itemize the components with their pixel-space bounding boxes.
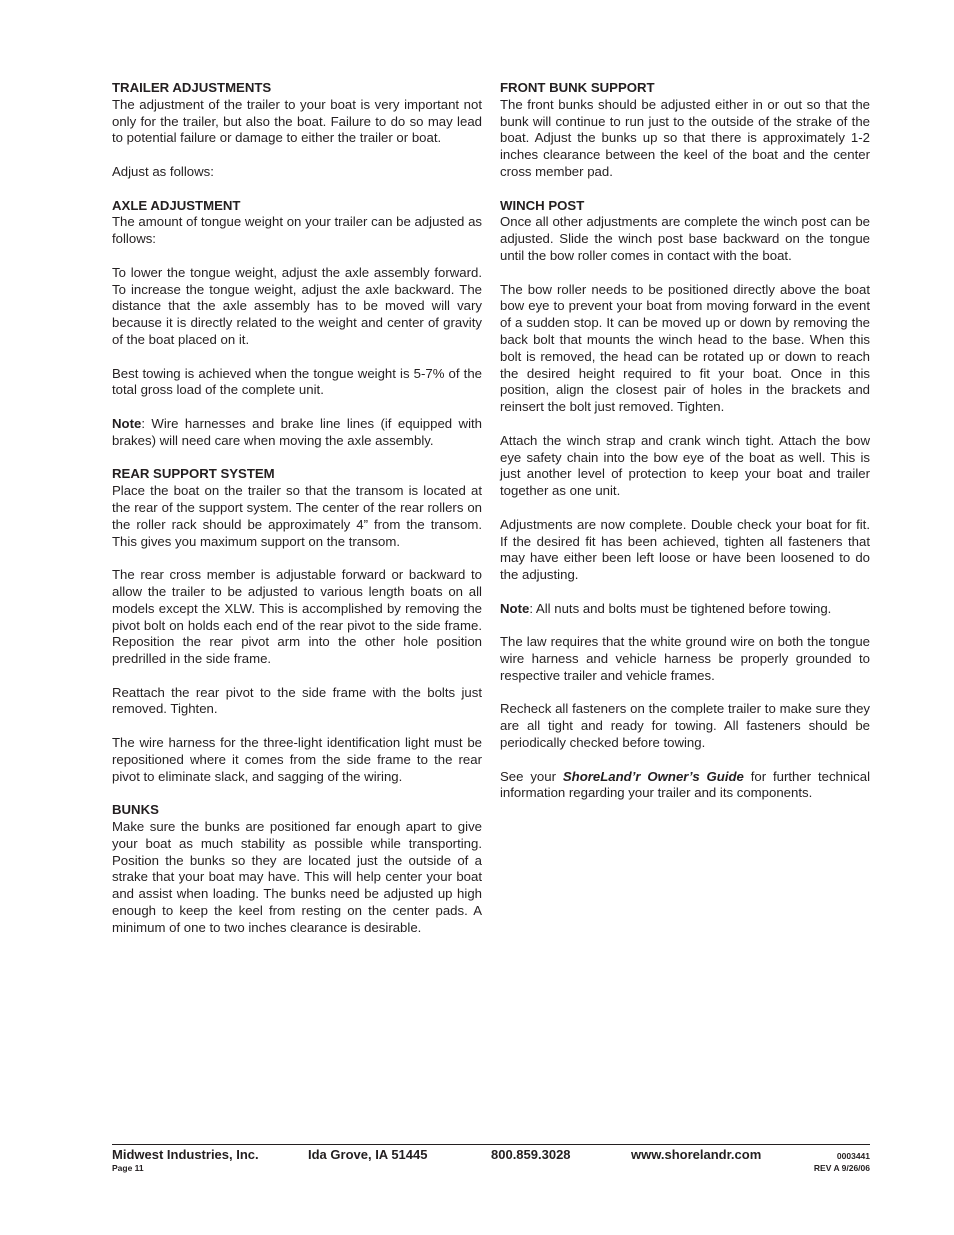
- company-phone: 800.859.3028: [491, 1147, 571, 1162]
- footer-meta-row: [112, 1163, 870, 1175]
- section-heading: REAR SUPPORT SYSTEM: [112, 466, 275, 482]
- paragraph: Attach the winch strap and crank winch tight. Attach the bow eye safety chain into the bow eye of the boat as well. This is just another level of protection to keep your boat and trailer together as one unit.: [500, 432, 870, 499]
- paragraph: Adjustments are now complete. Double check your boat for fit. If the desired fit has been achieved, tighten all fasteners that may have either been left loose or have been loosened to do the adjusting.: [500, 516, 870, 583]
- left-column: [112, 80, 482, 953]
- note-label: Note: [112, 415, 142, 431]
- owners-guide-paragraph: [500, 769, 870, 803]
- paragraph: The bow roller needs to be positioned directly above the boat bow eye to prevent your boat from moving forward in the event of a sudden stop. It can be moved up or down by removing the back bolt that mounts the winch head to the base. When this bolt is removed, the head can be rotated up or down to reach the desired height required to fit your boat. Once in this position, align the closest pair of holes in the brackets and reinsert the bolt just removed. Tighten.: [500, 281, 870, 415]
- paragraph: The amount of tongue weight on your trailer can be adjusted as follows:: [112, 214, 482, 247]
- rear-support-section: [112, 466, 482, 785]
- paragraph: Reattach the rear pivot to the side frame with the bolts just removed. Tighten.: [112, 684, 482, 717]
- paragraph: Recheck all fasteners on the complete trailer to make sure they are all tight and ready for towing. All fasteners should be periodically checked before towing.: [500, 701, 870, 751]
- winch-post-section: [500, 198, 870, 803]
- section-heading: TRAILER ADJUSTMENTS: [112, 80, 272, 95]
- revision-label: REV A 9/26/06: [813, 1163, 870, 1173]
- company-name: Midwest Industries, Inc.: [112, 1147, 259, 1162]
- paragraph: The rear cross member is adjustable forward or backward to allow the trailer to be adjusted to various length boats on all models except the XLW. This is accomplished by removing the pivot bolt on holds each end of the rear pivot to the side frame. Reposition the rear pivot arm into the other hole position predrilled in the side frame.: [112, 567, 482, 667]
- guide-prefix: See your: [500, 768, 563, 784]
- note-text: : All nuts and bolts must be tightened before towing.: [529, 600, 832, 616]
- page-number: Page 11: [112, 1163, 144, 1173]
- section-heading: BUNKS: [112, 802, 159, 818]
- page-footer: [112, 1144, 870, 1175]
- trailer-adjustments-section: [112, 80, 482, 181]
- footer-contact-row: [112, 1145, 870, 1163]
- paragraph: The front bunks should be adjusted either in or out so that the bunk will continue to run just to the outside of the strake of the boat. Adjust the bunks up so that there is approximately 1-2 inches clearance between the keel of the boat and the center cross member pad.: [500, 96, 870, 179]
- paragraph: Place the boat on the trailer so that the transom is located at the rear of the support system. The center of the rear rollers on the roller rack should be approximately 4” from the transom. This gives you maximum support on the transom.: [112, 483, 482, 549]
- guide-suffix: for further technical information regarding your trailer and its components.: [500, 768, 871, 801]
- section-heading: AXLE ADJUSTMENT: [112, 197, 241, 213]
- paragraph: Adjust as follows:: [112, 163, 214, 179]
- section-heading: WINCH POST: [500, 197, 585, 213]
- axle-adjustment-section: [112, 198, 482, 450]
- note-paragraph: [500, 601, 870, 618]
- note-text: : Wire harnesses and brake line lines (if equipped with brakes) will need care when moving the axle assembly.: [112, 415, 482, 448]
- section-heading: FRONT BUNK SUPPORT: [500, 80, 655, 95]
- company-website: www.shorelandr.com: [631, 1147, 762, 1162]
- document-number: 0003441: [836, 1151, 870, 1161]
- owners-guide-title: ShoreLand’r Owner’s Guide: [562, 768, 744, 784]
- note-paragraph: [112, 416, 482, 450]
- paragraph: The law requires that the white ground wire on both the tongue wire harness and vehicle harness be properly grounded to respective trailer and vehicle frames.: [500, 634, 870, 683]
- front-bunk-section: [500, 80, 870, 181]
- right-column: [500, 80, 870, 819]
- paragraph: Best towing is achieved when the tongue weight is 5-7% of the total gross load of the complete unit.: [112, 365, 482, 398]
- paragraph: Make sure the bunks are positioned far enough apart to give your boat as much stability as possible while transporting. Position the bunks so they are located just the outside of a strake that your boat may have. This will help center your boat and assist when loading. The bunks need be adjusted up high enough to keep the keel from resting on the center pads. A minimum of one to two inches clearance is desirable.: [112, 819, 482, 935]
- paragraph: The adjustment of the trailer to your boat is very important not only for the trailer, but also the boat. Failure to do so may lead to potential failure or damage to either the trailer or boat.: [112, 96, 482, 146]
- paragraph: To lower the tongue weight, adjust the axle assembly forward. To increase the tongue weight, adjust the axle backward. The distance that the axle assembly has to be moved will vary because it is directly related to the weight and center of gravity of the boat placed on it.: [112, 264, 482, 347]
- company-city: Ida Grove, IA 51445: [308, 1147, 428, 1162]
- note-label: Note: [500, 600, 530, 616]
- paragraph: The wire harness for the three-light identification light must be repositioned where it comes from the side frame to the rear pivot to eliminate slack, and sagging of the wiring.: [112, 735, 482, 784]
- paragraph: Once all other adjustments are complete the winch post can be adjusted. Slide the winch post base backward on the tongue until the bow roller comes in contact with the boat.: [500, 214, 870, 263]
- bunks-section: [112, 802, 482, 936]
